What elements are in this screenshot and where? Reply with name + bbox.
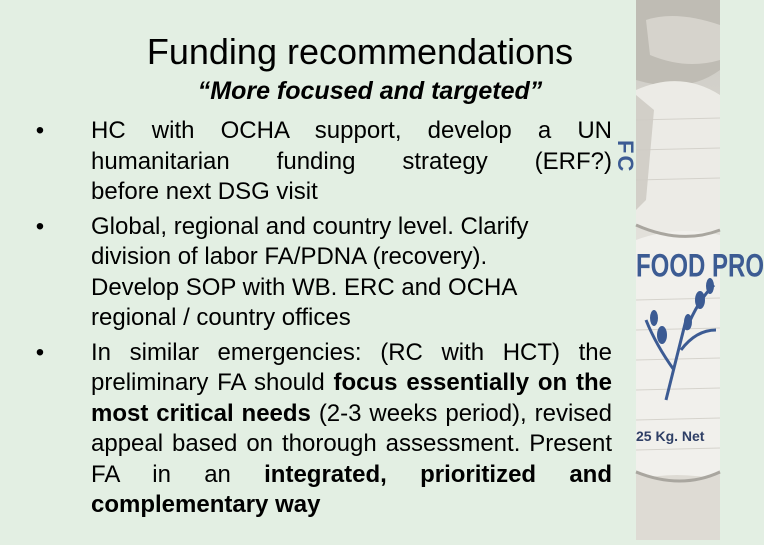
- slide-title: Funding recommendations: [146, 31, 574, 72]
- sack-print-food: FOOD PRO: [636, 248, 764, 285]
- slide-subtitle: “More focused and targeted”: [197, 77, 543, 105]
- bullet-dot: •: [35, 212, 45, 240]
- bullet-text: (2-3 weeks period), revised appeal based on thorough assessment. Present FA in an: [91, 399, 612, 488]
- bullet-line: humanitarian funding strategy (ERF?): [91, 147, 612, 175]
- bullet-item: [30, 212, 612, 334]
- bullet-line: division of labor FA/PDNA (recovery).: [91, 243, 488, 270]
- bullet-text: In similar emergencies: (RC with HCT) the preliminary FA should: [91, 338, 612, 396]
- food-aid-sacks-photo: [613, 0, 764, 540]
- sack-print-weight: 25 Kg. Net: [636, 428, 705, 444]
- bullet-text-bold: focus essentially on the most critical needs: [91, 369, 612, 427]
- bullet-list: [30, 116, 612, 525]
- bullet-line: HC with OCHA support, develop a UN: [91, 117, 612, 144]
- bullet-dot: •: [35, 117, 45, 144]
- bullet-text-bold: integrated, prioritized and complementary way: [91, 460, 612, 518]
- bullet-line: Global, regional and country level. Clarify: [91, 212, 529, 240]
- bullet-item: [30, 338, 612, 521]
- bullet-dot: •: [35, 338, 45, 366]
- bullet-item: [30, 116, 612, 208]
- bullet-line: before next DSG visit: [91, 178, 318, 205]
- bullet-paragraph: [91, 338, 612, 521]
- sack-print-fc: FC: [613, 140, 638, 174]
- bullet-line: regional / country offices: [91, 304, 351, 331]
- bullet-line: Develop SOP with WB. ERC and OCHA: [91, 273, 518, 301]
